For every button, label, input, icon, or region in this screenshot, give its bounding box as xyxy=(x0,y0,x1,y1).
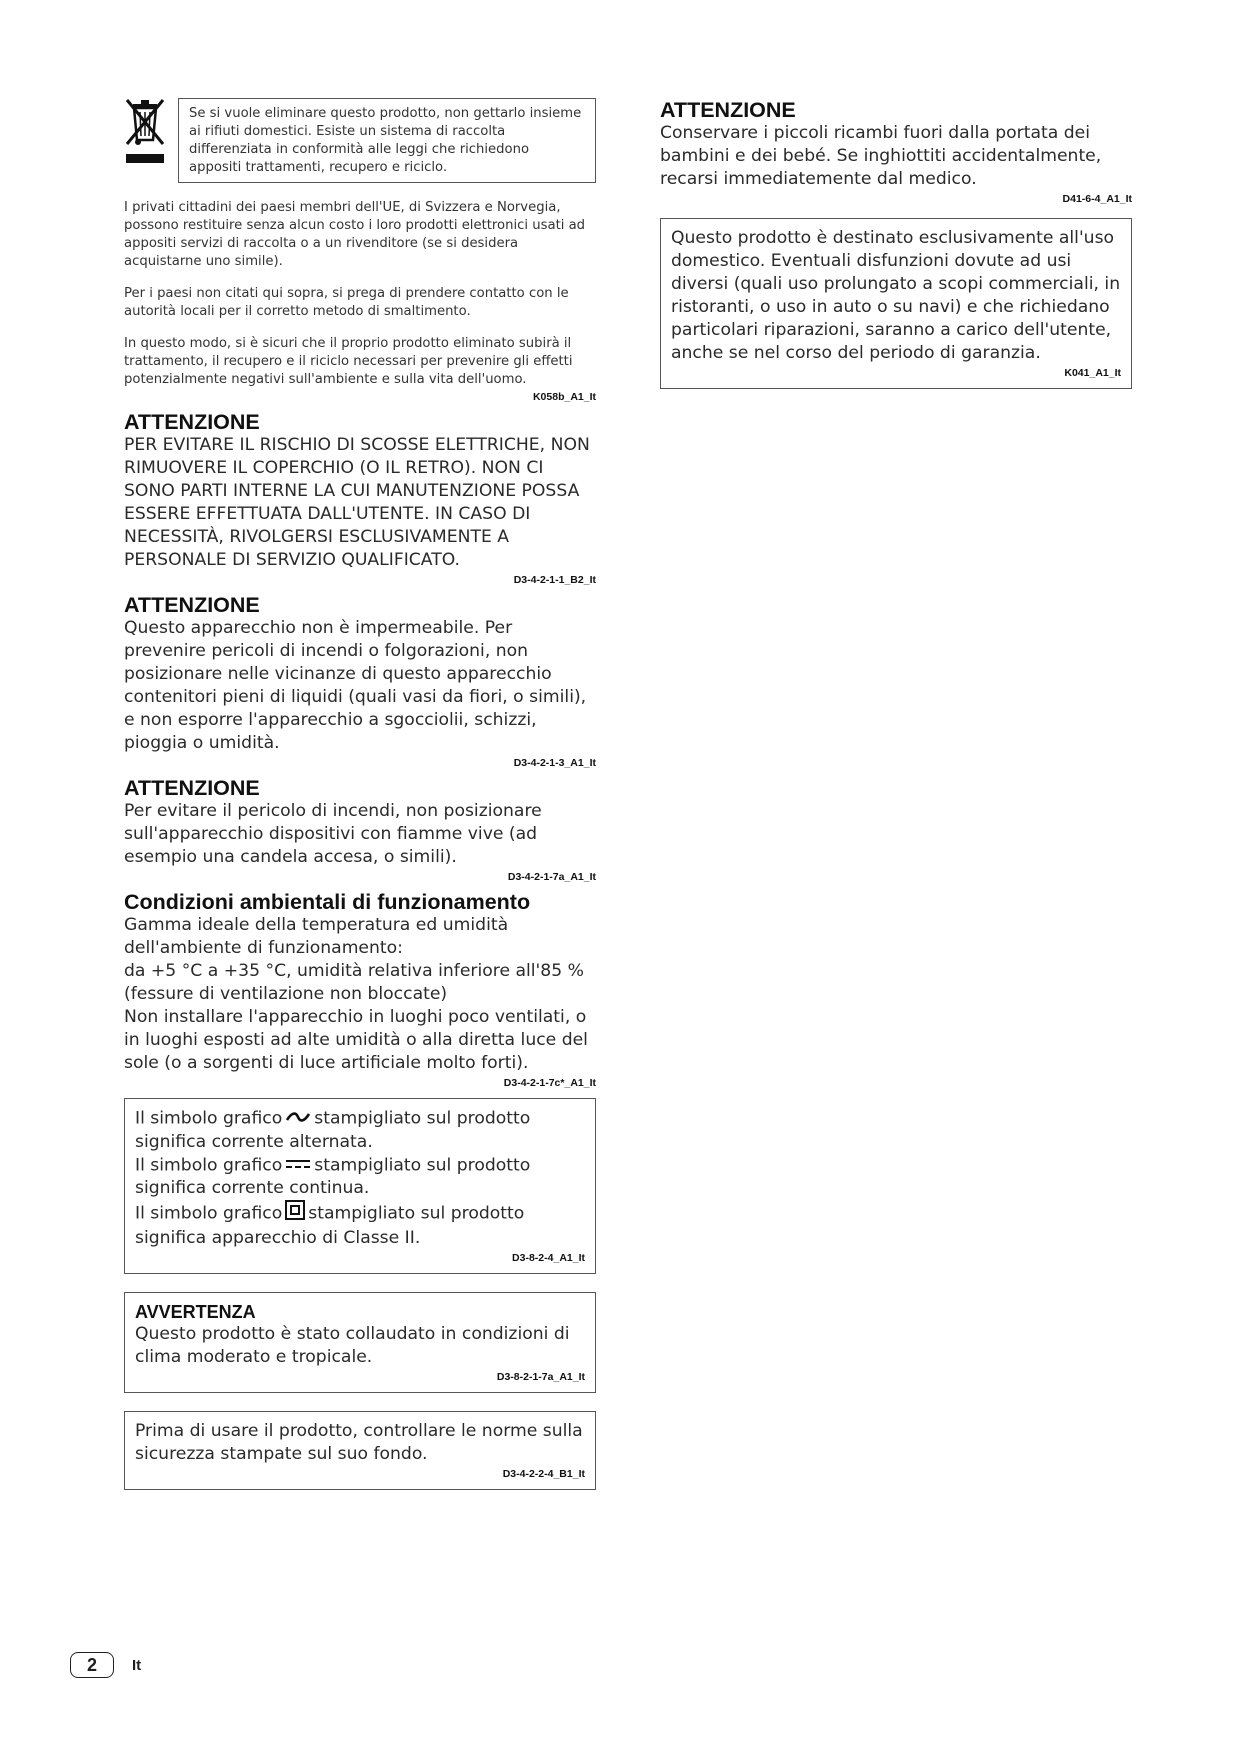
conditions-code: D3-4-2-1-7c*_A1_It xyxy=(503,1077,596,1089)
warning-1-text: PER EVITARE IL RISCHIO DI SCOSSE ELETTRICHE, NON RIMUOVERE IL COPERCHIO (O IL RETRO). NON CI SONO PARTI INTERNE LA CUI MANUTENZIONE POSSA ESSERE EFFETTUATA DALL'UTENTE. IN CASO DI NECESSITÀ, RIVOLGERSI ESCLUSIVAMENTE A PERSONALE DI SERVIZIO QUALIFICATO. xyxy=(124,435,590,570)
symbol-prefix: Il simbolo grafico xyxy=(135,1108,283,1129)
symbol-ac-line xyxy=(135,1107,585,1154)
weee-paragraph-2: Per i paesi non citati qui sopra, si prega di prendere contatto con le autorità locali per il corretto metodo di smaltimento. xyxy=(124,286,569,319)
right-warning-code: D41-6-4_A1_It xyxy=(1062,193,1132,205)
page-footer xyxy=(70,1652,141,1678)
warning-1-code: D3-4-2-1-1_B2_It xyxy=(513,574,596,586)
symbol-suffix: stampigliato sul prodotto xyxy=(314,1108,531,1129)
symbol-class2-line xyxy=(135,1200,585,1250)
avvertenza-box xyxy=(124,1292,596,1393)
alternating-current-icon xyxy=(285,1107,311,1130)
conditions-text-3: Non installare l'apparecchio in luoghi poco ventilati, o in luoghi esposti ad alte umidità o alla diretta luce del sole (o a sorgenti di luce artificiale molto forti). xyxy=(124,1007,588,1073)
avvertenza-text: Questo prodotto è stato collaudato in condizioni di clima moderato e tropicale. xyxy=(135,1324,570,1367)
warning-2-code: D3-4-2-1-3_A1_It xyxy=(513,757,596,769)
weee-code: K058b_A1_It xyxy=(532,391,596,403)
weee-paragraph-3: In questo modo, si è sicuri che il proprio prodotto eliminato subirà il trattamento, il recupero e il riciclo necessari per prevenire gli effetti potenzialmente negativi sull'ambiente e sulla vita dell'uomo. xyxy=(124,336,573,387)
page-number: 2 xyxy=(70,1652,114,1678)
warning-3-heading: ATTENZIONE xyxy=(124,776,260,800)
symbol-suffix: stampigliato sul prodotto xyxy=(314,1155,531,1175)
crossed-out-wheelie-bin-icon xyxy=(124,98,166,168)
symbols-box xyxy=(124,1098,596,1274)
symbol-dc-line xyxy=(135,1154,585,1201)
safety-box xyxy=(124,1411,596,1490)
warning-3-text: Per evitare il pericolo di incendi, non posizionare sull'apparecchio dispositivi con fiamme vive (ad esempio una candela accesa, o simili). xyxy=(124,801,542,867)
right-warning-heading: ATTENZIONE xyxy=(660,98,796,122)
right-column xyxy=(660,98,1132,389)
conditions-text-1: Gamma ideale della temperatura ed umidità dell'ambiente di funzionamento: xyxy=(124,915,509,958)
avvertenza-heading: AVVERTENZA xyxy=(135,1302,256,1322)
domestic-use-box xyxy=(660,218,1132,389)
symbol-ac-meaning: significa corrente alternata. xyxy=(135,1131,373,1152)
symbols-code: D3-8-2-4_A1_It xyxy=(512,1252,585,1264)
warning-2-text: Questo apparecchio non è impermeabile. Per prevenire pericoli di incendi o folgorazioni, non posizionare nelle vicinanze di questo apparecchio contenitori pieni di liquidi (quali vasi da fiori, o simili), e non esporre l'apparecchio a sgocciolii, schizzi, pioggia o umidità. xyxy=(124,618,587,753)
symbol-prefix: Il simbolo grafico xyxy=(135,1203,283,1224)
right-warning-text: Conservare i piccoli ricambi fuori dalla portata dei bambini e dei bebé. Se inghiottiti accidentalmente, recarsi immediatemente dal medico. xyxy=(660,123,1102,189)
symbol-prefix: Il simbolo grafico xyxy=(135,1155,283,1175)
avvertenza-code: D3-8-2-1-7a_A1_It xyxy=(496,1371,585,1383)
conditions-text-2: da +5 °C a +35 °C, umidità relativa inferiore all'85 % (fessure di ventilazione non bloccate) xyxy=(124,961,584,1004)
weee-notice xyxy=(124,98,596,183)
warning-3-code: D3-4-2-1-7a_A1_It xyxy=(507,871,596,883)
warning-1-heading: ATTENZIONE xyxy=(124,410,260,434)
left-column xyxy=(124,98,596,1490)
direct-current-icon xyxy=(285,1154,311,1177)
domestic-use-text: Questo prodotto è destinato esclusivamente all'uso domestico. Eventuali disfunzioni dovute ad usi diversi (quali uso prolungato a scopi commerciali, in ristoranti, o uso in auto o su navi) e che richiedano particolari riparazioni, saranno a carico dell'utente, anche se nel corso del periodo di garanzia. xyxy=(671,228,1121,363)
conditions-heading: Condizioni ambientali di funzionamento xyxy=(124,890,531,914)
safety-code: D3-4-2-2-4_B1_It xyxy=(502,1468,585,1480)
safety-text: Prima di usare il prodotto, controllare le norme sulla sicurezza stampate sul suo fondo. xyxy=(135,1421,583,1464)
weee-box: Se si vuole eliminare questo prodotto, non gettarlo insieme ai rifiuti domestici. Esiste un sistema di raccolta differenziata in conformità alle leggi che richiedono appositi trattamenti, recupero e riciclo. xyxy=(178,98,596,183)
class-ii-double-square-icon xyxy=(285,1200,305,1227)
symbol-suffix: stampigliato sul prodotto xyxy=(308,1203,525,1224)
weee-paragraph-1: I privati cittadini dei paesi membri dell'UE, di Svizzera e Norvegia, possono restituire senza alcun costo i loro prodotti elettronici usati ad appositi servizi di raccolta o a un rivenditore (se si desidera acquistarne uno simile). xyxy=(124,200,586,269)
symbol-dc-meaning: significa corrente continua. xyxy=(135,1178,370,1198)
domestic-use-code: K041_A1_It xyxy=(1064,367,1121,379)
warning-2-heading: ATTENZIONE xyxy=(124,593,260,617)
language-code: It xyxy=(132,1656,142,1674)
symbol-class2-meaning: significa apparecchio di Classe II. xyxy=(135,1228,421,1248)
